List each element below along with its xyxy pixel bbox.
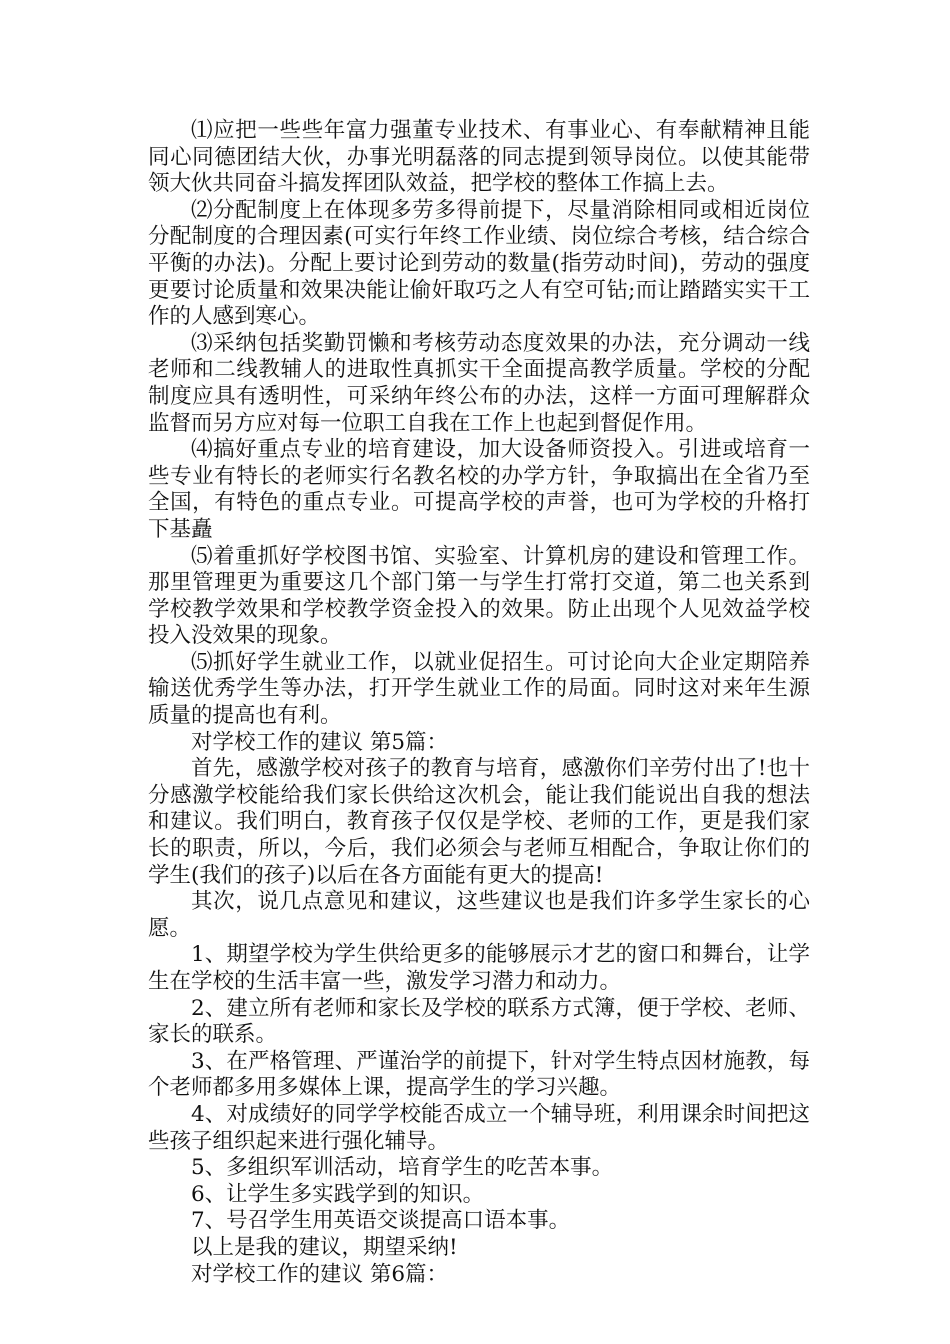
paragraph: ⑴应把一些些年富力强董专业技术、有事业心、有奉献精神且能同心同德团结大伙，办事光明磊落的同志提到领导岗位。以使其能带领大伙共同奋斗搞发挥团队效益，把学校的整体工作搞上去。	[148, 118, 810, 197]
paragraph: 其次，说几点意见和建议，这些建议也是我们许多学生家长的心愿。	[148, 889, 810, 941]
list-item: 7、号召学生用英语交谈提高口语本事。	[191, 1208, 571, 1234]
list-item: 3、在严格管理、严谨治学的前提下，针对学生特点因材施教，每个老师都多用多媒体上课，提高学生的学习兴趣。	[148, 1048, 810, 1101]
paragraph: ⑷搞好重点专业的培育建设，加大设备师资投入。引进或培育一些专业有特长的老师实行名教名校的办学方针，争取搞出在全省乃至全国，有特色的重点专业。可提高学校的声誉，也可为学校的升格打下基矗	[148, 437, 810, 542]
section-heading: 对学校工作的建议 第6篇：	[191, 1261, 449, 1287]
section-heading: 对学校工作的建议 第5篇：	[191, 729, 449, 755]
list-item: 4、对成绩好的同学学校能否成立一个辅导班，利用课余时间把这些孩子组织起来进行强化辅导。	[148, 1101, 810, 1154]
document-body	[148, 118, 810, 1288]
paragraph: ⑸着重抓好学校图书馆、实验室、计算机房的建设和管理工作。那里管理更为重要这几个部门第一与学生打常打交道，第二也关系到学校教学效果和学校教学资金投入的效果。防止出现个人见效益学校投入没效果的现象。	[148, 543, 810, 649]
list-item: 2、建立所有老师和家长及学校的联系方式簿，便于学校、老师、家长的联系。	[148, 995, 810, 1048]
paragraph: ⑶采纳包括奖勤罚懒和考核劳动态度效果的办法，充分调动一线老师和二线教辅人的进取性真抓实干全面提高教学质量。学校的分配制度应具有透明性，可采纳年终公布的办法，这样一方面可理解群众监督而另方应对每一位职工自我在工作上也起到督促作用。	[148, 330, 810, 436]
paragraph: 以上是我的建议，期望采纳!	[191, 1234, 458, 1260]
paragraph: 首先，感激学校对孩子的教育与培育，感激你们辛劳付出了!也十分感激学校能给我们家长供给这次机会，能让我们能说出自我的想法和建议。我们明白，教育孩子仅仅是学校、老师的工作，更是我们家长的职责，所以，今后，我们必须会与老师互相配合，争取让你们的学生(我们的孩子)以后在各方面能有更大的提高!	[148, 756, 810, 888]
list-item: 1、期望学校为学生供给更多的能够展示才艺的窗口和舞台，让学生在学校的生活丰富一些，激发学习潜力和动力。	[148, 942, 810, 994]
paragraph: ⑸抓好学生就业工作，以就业促招生。可讨论向大企业定期陪养输送优秀学生等办法，打开学生就业工作的局面。同时这对来年生源质量的提高也有利。	[148, 649, 810, 729]
list-item: 5、多组织军训活动，培育学生的吃苦本事。	[191, 1155, 614, 1181]
list-item: 6、让学生多实践学到的知识。	[191, 1181, 485, 1207]
paragraph: ⑵分配制度上在体现多劳多得前提下，尽量消除相同或相近岗位分配制度的合理因素(可实行年终工作业绩、岗位综合考核，结合综合平衡的办法)。分配上要讨论到劳动的数量(指劳动时间)，劳动的强度更要讨论质量和效果决能让偷奸取巧之人有空可钻;而让踏踏实实干工作的人感到寒心。	[148, 197, 810, 330]
